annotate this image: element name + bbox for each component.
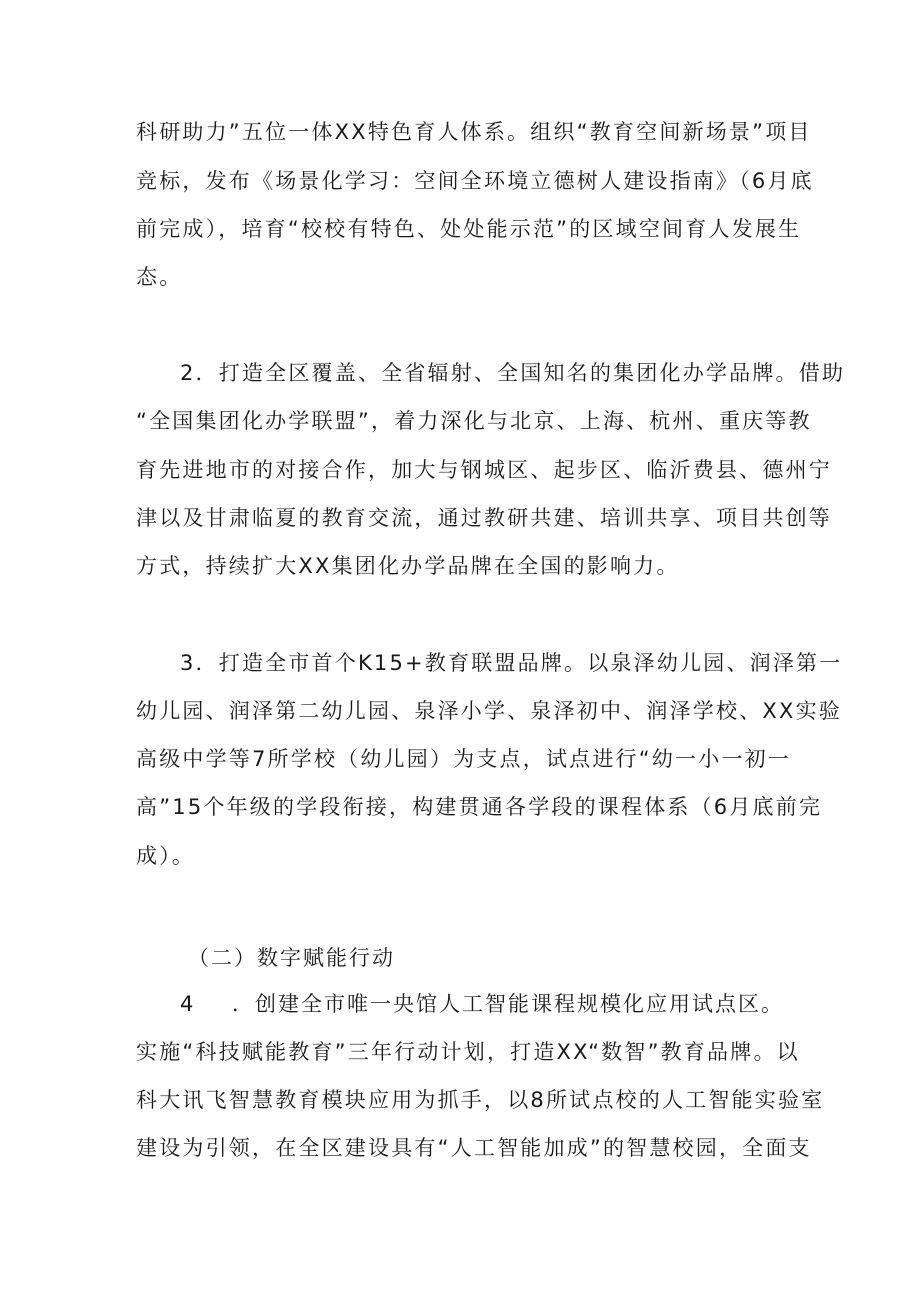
p1-line-3: 前完成），培育“校校有特色、处处能示范”的区域空间育人发展生	[136, 217, 802, 241]
item-4-title	[180, 989, 788, 1019]
p4-line-3: 建设为引领，在全区建设具有“人工智能加成”的智慧校园，全面支	[136, 1136, 812, 1160]
p3-line-4: 高”15个年级的学段衔接，构建贯通各学段的课程体系（6月底前完	[136, 795, 823, 819]
p2-line-5: 方式，持续扩大XX集团化办学品牌在全国的影响力。	[136, 554, 680, 578]
p1-line-4: 态。	[136, 265, 183, 289]
p1-line-1: 科研助力”五位一体XX特色育人体系。组织“教育空间新场景”项目	[136, 120, 812, 144]
p2-line-4: 津以及甘肃临夏的教育交流，通过教研共建、培训共享、项目共创等	[136, 506, 832, 530]
p2-line-2: “全国集团化办学联盟”，着力深化与北京、上海、杭州、重庆等教	[136, 409, 812, 433]
p1-line-2: 竞标，发布《场景化学习：空间全环境立德树人建设指南》（6月底	[136, 169, 814, 193]
p3-line-5: 成）。	[136, 844, 196, 868]
p3-line-1: 3．打造全市首个K15+教育联盟品牌。以泉泽幼儿园、润泽第一	[180, 651, 843, 675]
p4-line-2: 科大讯飞智慧教育模块应用为抓手，以8所试点校的人工智能实验室	[136, 1088, 825, 1112]
item-4-number: 4	[180, 992, 196, 1016]
p3-line-3: 高级中学等7所学校（幼儿园）为支点，试点进行“幼一小一初一	[136, 747, 792, 771]
section-heading: （二）数字赋能行动	[188, 946, 395, 970]
p3-line-2: 幼儿园、润泽第二幼儿园、泉泽小学、泉泽初中、润泽学校、XX实验	[136, 699, 842, 723]
item-4-title-text: ．创建全市唯一央馆人工智能课程规模化应用试点区。	[232, 992, 784, 1016]
p2-line-3: 育先进地市的对接合作，加大与钢城区、起步区、临沂费县、德州宁	[136, 458, 832, 482]
p4-line-1: 实施“科技赋能教育”三年行动计划，打造XX“数智”教育品牌。以	[136, 1040, 800, 1064]
p2-line-1: 2．打造全区覆盖、全省辐射、全国知名的集团化办学品牌。借助	[180, 361, 846, 385]
